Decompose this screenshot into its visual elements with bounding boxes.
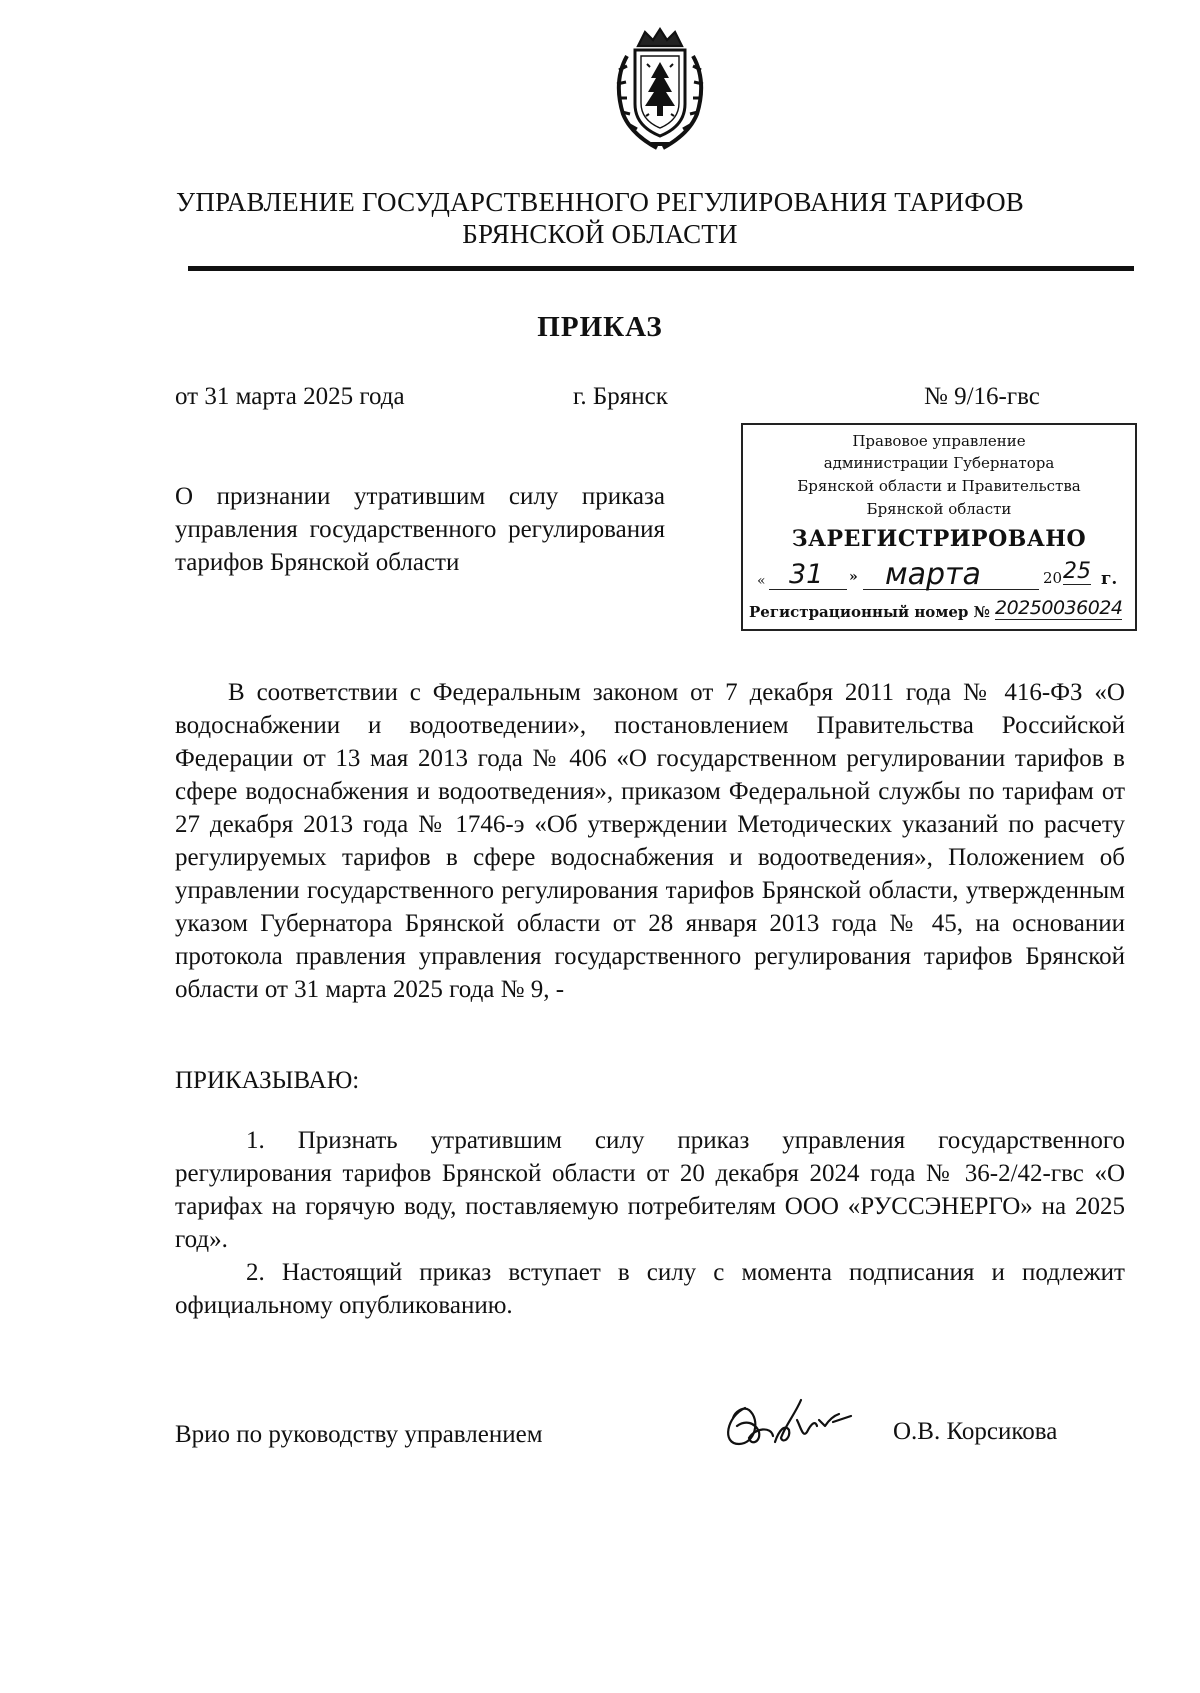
bryansk-coat-of-arms-icon [605,26,715,154]
stamp-quote-open: « [757,573,766,589]
document-body [175,676,1125,1006]
stamp-reg-label: Регистрационный номер № [749,603,990,621]
signer-name: О.В. Корсикова [893,1418,1058,1445]
organization-name-line2: БРЯНСКОЙ ОБЛАСТИ [462,219,738,249]
order-items [175,1124,1125,1322]
order-item-1: 1. Признать утратившим силу приказ управления государственного регулирования тарифов Брянской области от 20 декабря 2024 года № 36-2/42-гвс «О тарифах на горячую воду, поставляемую потребителям ООО «РУССЭНЕРГО» на 2025 год». [175,1127,1125,1253]
signer-position: Врио по руководству управлением [175,1421,543,1448]
orders-word: ПРИКАЗЫВАЮ: [175,1067,360,1094]
header-divider [188,266,1134,271]
stamp-day: 31 [789,559,824,590]
order-item-2: 2. Настоящий приказ вступает в силу с момента подписания и подлежит официальному опубликованию. [175,1259,1125,1319]
stamp-reg-number: 20250036024 [995,597,1123,619]
stamp-year-prefix: 20 [1043,569,1063,587]
stamp-quote-close: » [849,569,858,585]
document-number: № 9/16-гвс [924,383,1040,410]
stamp-year-suffix: 25 [1063,559,1091,584]
registration-stamp [741,423,1137,631]
stamp-line-4: Брянской области [866,500,1012,518]
stamp-line-1: Правовое управление [852,432,1026,450]
stamp-line-2: администрации Губернатора [823,454,1055,472]
stamp-line-3: Брянской области и Правительства [797,477,1081,495]
stamp-month: марта [885,557,981,592]
document-title: ПРИКАЗ [537,311,663,343]
stamp-year-unit: г. [1101,569,1118,589]
document-subject: О признании утратившим силу приказа управления государственного регулирования тарифов Брянской области [175,483,665,576]
document-city: г. Брянск [573,383,668,410]
preamble-paragraph: В соответствии с Федеральным законом от 7 декабря 2011 года № 416-ФЗ «О водоснабжении и водоотведении», постановлением Правительства Российской Федерации от 13 мая 2013 года № 406 «О государственном регулировании тарифов в сфере водоснабжения и водоотведения», приказом Федеральной службы по тарифам от 27 декабря 2013 года № 1746-э «Об утверждении Методических указаний по расчету регулируемых тарифов в сфере водоснабжения и водоотведения», Положением об управлении государственного регулирования тарифов Брянской области, утвержденным указом Губернатора Брянской области от 28 января 2013 года № 45, на основании протокола правления управления государственного регулирования тарифов Брянской области от 31 марта 2025 года № 9, - [175,679,1125,1003]
stamp-registration-number-row [749,597,1133,627]
handwritten-signature-icon [715,1386,865,1460]
stamp-registered-label: ЗАРЕГИСТРИРОВАНО [791,526,1087,552]
stamp-date-row [757,559,1133,595]
document-date: от 31 марта 2025 года [175,383,405,410]
organization-name-line1: УПРАВЛЕНИЕ ГОСУДАРСТВЕННОГО РЕГУЛИРОВАНИЯ ТАРИФОВ [176,187,1024,217]
